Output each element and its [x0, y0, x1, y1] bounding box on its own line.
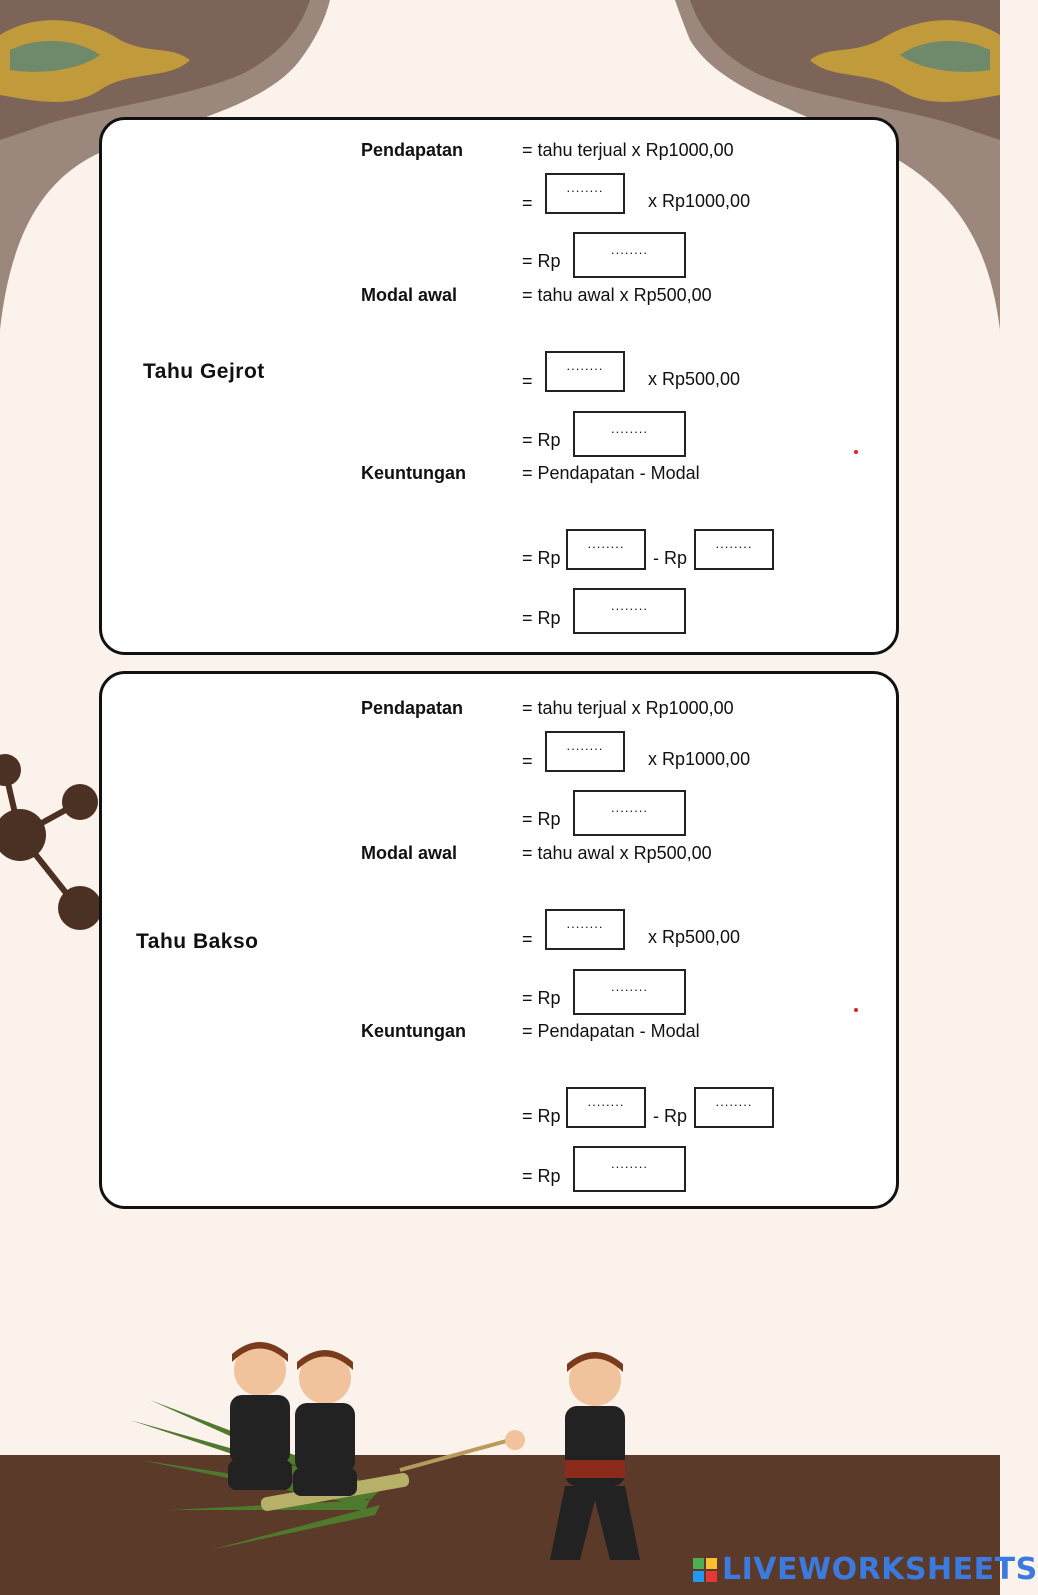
equals-sign: = [522, 751, 533, 771]
minus-rp-label: - Rp [653, 548, 688, 568]
section-title: Tahu Gejrot [143, 360, 265, 383]
modal-formula: = tahu awal x Rp500,00 [522, 285, 712, 305]
molecule-decoration [0, 740, 110, 940]
keuntungan-result-input[interactable]: ........ [573, 1146, 686, 1192]
modal-awal-label: Modal awal [361, 843, 458, 863]
rp-label: = Rp [522, 809, 561, 829]
red-dot [854, 1008, 858, 1012]
tahu-gejrot-card [99, 117, 899, 655]
pendapatan-result-input[interactable]: ........ [573, 232, 686, 278]
kids-tug-illustration [110, 1340, 670, 1590]
rp-label: = Rp [522, 548, 561, 568]
equals-sign: = [522, 371, 533, 391]
price-unit: x Rp1000,00 [648, 191, 751, 211]
keuntungan-result-input[interactable]: ........ [573, 588, 686, 634]
keuntungan-label: Keuntungan [361, 463, 466, 483]
rp-label: = Rp [522, 1166, 561, 1186]
keuntungan-formula: = Pendapatan - Modal [522, 463, 700, 483]
pendapatan-formula: = tahu terjual x Rp1000,00 [522, 698, 734, 718]
modal-value-input[interactable]: ........ [694, 529, 774, 570]
pendapatan-formula: = tahu terjual x Rp1000,00 [522, 140, 734, 160]
modal-value-input[interactable]: ........ [694, 1087, 774, 1128]
red-dot [854, 450, 858, 454]
rp-label: = Rp [522, 988, 561, 1008]
price-unit: x Rp1000,00 [648, 749, 751, 769]
rp-label: = Rp [522, 251, 561, 271]
price-unit: x Rp500,00 [648, 927, 741, 947]
pendapatan-value-input[interactable]: ........ [566, 529, 646, 570]
keuntungan-formula: = Pendapatan - Modal [522, 1021, 700, 1041]
pendapatan-label: Pendapatan [361, 140, 464, 160]
pendapatan-result-input[interactable]: ........ [573, 790, 686, 836]
liveworksheets-logo-icon [693, 1558, 717, 1582]
modal-formula: = tahu awal x Rp500,00 [522, 843, 712, 863]
rp-label: = Rp [522, 430, 561, 450]
equals-sign: = [522, 193, 533, 213]
tahu-awal-input[interactable]: ........ [545, 351, 625, 392]
minus-rp-label: - Rp [653, 1106, 688, 1126]
pendapatan-label: Pendapatan [361, 698, 464, 718]
rp-label: = Rp [522, 1106, 561, 1126]
tahu-terjual-input[interactable]: ........ [545, 731, 625, 772]
rp-label: = Rp [522, 608, 561, 628]
equals-sign: = [522, 929, 533, 949]
keuntungan-label: Keuntungan [361, 1021, 466, 1041]
tahu-awal-input[interactable]: ........ [545, 909, 625, 950]
price-unit: x Rp500,00 [648, 369, 741, 389]
tahu-terjual-input[interactable]: ........ [545, 173, 625, 214]
section-title: Tahu Bakso [136, 930, 259, 953]
liveworksheets-brand: LIVEWORKSHEETS [722, 1552, 1038, 1587]
modal-awal-label: Modal awal [361, 285, 458, 305]
pendapatan-value-input[interactable]: ........ [566, 1087, 646, 1128]
modal-result-input[interactable]: ........ [573, 969, 686, 1015]
modal-result-input[interactable]: ........ [573, 411, 686, 457]
